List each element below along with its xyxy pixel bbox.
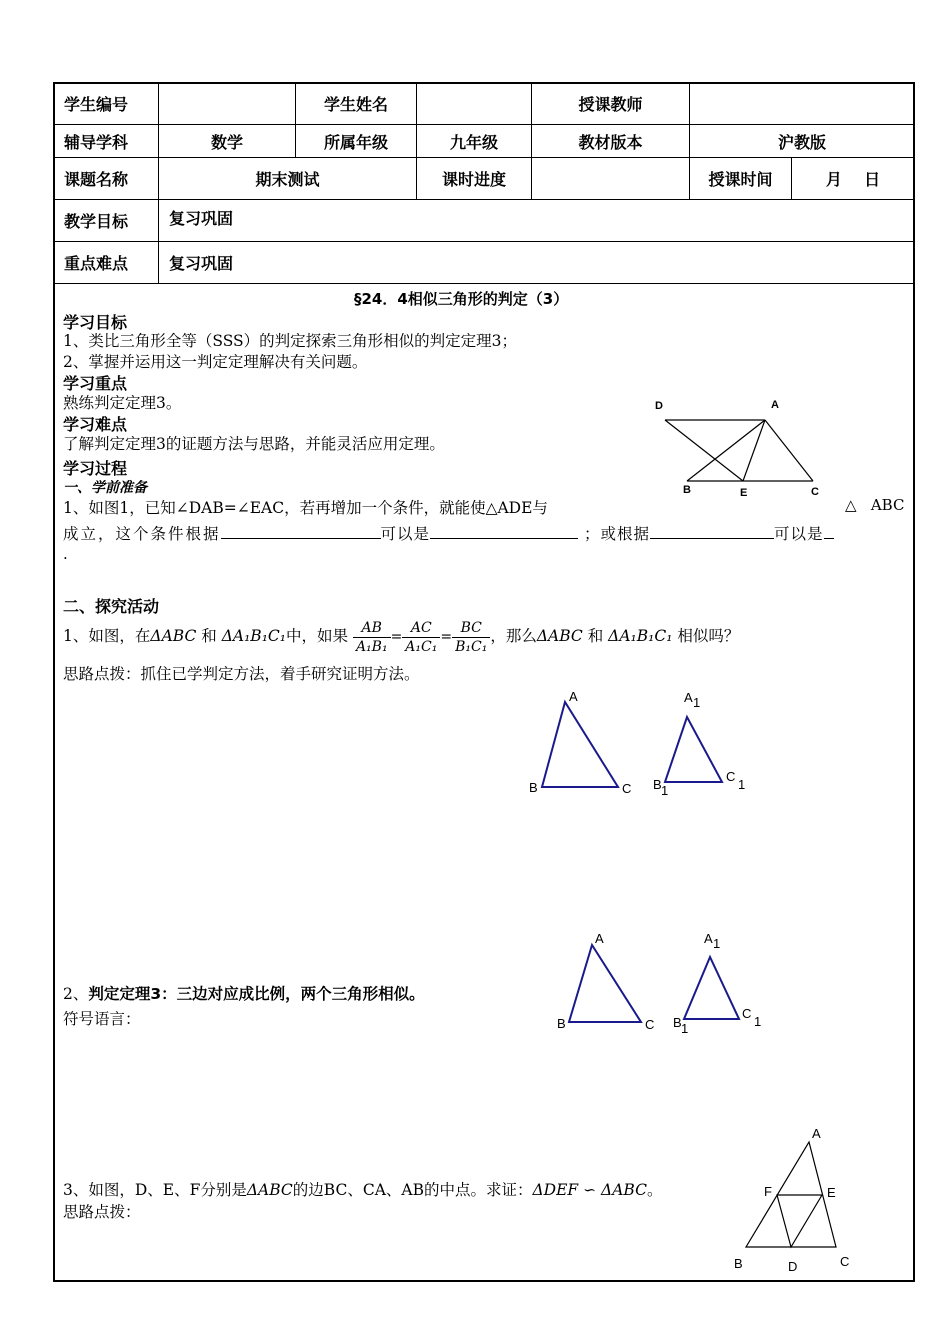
- teacher-value[interactable]: [690, 83, 915, 125]
- explore-q1-tri-a1b1c1: ΔA₁B₁C₁: [221, 627, 286, 645]
- fig3-label-b: B: [734, 1256, 743, 1271]
- prep-q1-text-2: 可以是: [380, 525, 431, 543]
- fig3-label-a: A: [812, 1126, 821, 1141]
- triangle-a1b1c1-2: [684, 957, 739, 1019]
- prep-q1-text-3: ；或根据: [584, 525, 651, 543]
- prep-question-1-line2: [63, 522, 834, 544]
- difficulty-heading: 学习难点: [63, 415, 128, 434]
- fig1-label-a: A: [771, 399, 779, 411]
- progress-value[interactable]: [532, 158, 690, 200]
- theorem-number: 2、: [63, 985, 89, 1003]
- explore-q1-tri-a1b1c1-2: ΔA₁B₁C₁: [608, 627, 673, 645]
- fig1-line-ab: [687, 420, 765, 481]
- triangle-abc: [542, 702, 618, 787]
- tri2-label-c: C: [726, 769, 736, 784]
- goal-heading: 学习目标: [63, 313, 128, 332]
- time-value: 月 日: [792, 158, 915, 200]
- tri1-label-b: B: [529, 780, 538, 795]
- prep-q1-end: .: [63, 545, 68, 563]
- fraction-bc-num: BC: [452, 619, 490, 638]
- topic-label: 课题名称: [54, 158, 159, 200]
- fig1-label-b: B: [683, 484, 691, 496]
- fraction-ac: [402, 619, 440, 656]
- explore-q1-text-mid: 中，如果: [285, 627, 348, 645]
- tri2-label-a-sub: 1: [693, 695, 701, 710]
- time-label: 授课时间: [690, 158, 792, 200]
- fig1-line-de: [665, 420, 743, 481]
- tri1-label-c: C: [622, 781, 632, 796]
- student-name-value[interactable]: [417, 83, 532, 125]
- prep-question-1: 1、如图1，已知∠DAB=∠EAC，若再增加一个条件，就能使△ADE与: [63, 499, 548, 517]
- q3-text-a: 3、如图，D、E、F分别是: [63, 1181, 247, 1199]
- progress-label: 课时进度: [417, 158, 532, 200]
- goal-label: 教学目标: [54, 200, 159, 242]
- edition-label: 教材版本: [532, 125, 690, 158]
- section-title: §24．4相似三角形的判定（3）: [354, 290, 569, 308]
- explore-heading: 二、探究活动: [63, 597, 160, 616]
- figure-1-diagram: [645, 392, 835, 502]
- prep-heading: 一、学前准备: [63, 480, 147, 496]
- triangle-abc-2: [569, 945, 641, 1022]
- tri4-label-b-sub: 1: [681, 1021, 689, 1036]
- goal-item-1: 1、类比三角形全等（SSS）的判定探索三角形相似的判定定理3；: [63, 332, 518, 350]
- lesson-header-table: [53, 82, 915, 284]
- figure-3-midpoint-triangle: [728, 1120, 860, 1278]
- goal-item-2: 2、掌握并运用这一判定定理解决有关问题。: [63, 353, 368, 371]
- tri4-label-b: B: [673, 1015, 682, 1030]
- goal-value: 复习巩固: [159, 200, 915, 242]
- fig3-label-d: D: [788, 1259, 798, 1274]
- fig3-label-f: F: [764, 1184, 772, 1199]
- header-row-1: [54, 83, 915, 125]
- tri3-label-a: A: [595, 931, 604, 946]
- process-heading: 学习过程: [63, 459, 128, 478]
- fig1-label-d: D: [655, 400, 663, 412]
- tri4-label-a-sub: 1: [713, 936, 721, 951]
- fraction-ab-num: AB: [353, 619, 391, 638]
- q3-hint: 思路点拨：: [63, 1203, 141, 1221]
- header-row-3: [54, 158, 915, 200]
- explore-q1-and-2: 和: [587, 627, 604, 645]
- grade-label: 所属年级: [296, 125, 417, 158]
- header-row-5: [54, 242, 915, 284]
- explore-question-1: 1、如图，在ΔABC 和 ΔA₁B₁C₁中，如果 $\frac{AB}{\text{A₁B₁}}$ = $\frac{AC}{\text{A₁C₁}}$ = $\frac{BC}{\text{B₁C₁}}$ ，那么ΔABC 和 ΔA₁B₁C₁ 相似吗？: [63, 619, 740, 655]
- prep-question-1-tri: △ ABC: [845, 496, 905, 514]
- triangle-a1b1c1: [665, 717, 722, 782]
- student-id-value[interactable]: [159, 83, 296, 125]
- fraction-bc-den: B₁C₁: [455, 638, 488, 655]
- tri3-label-c: C: [645, 1017, 655, 1032]
- explore-q1-and: 和: [201, 627, 217, 645]
- topic-value: 期末测试: [159, 158, 417, 200]
- tri3-label-b: B: [557, 1016, 566, 1031]
- key-label: 重点难点: [54, 242, 159, 284]
- triangle-pair-2: [550, 926, 770, 1036]
- q3-end: 。: [646, 1181, 663, 1199]
- fraction-ab-den: A₁B₁: [355, 638, 388, 655]
- answer-blank-4[interactable]: [824, 522, 834, 539]
- q3-text-b: 的边BC、CA、AB的中点。求证：: [292, 1181, 533, 1199]
- key-value: 复习巩固: [159, 242, 915, 284]
- fraction-ac-num: AC: [402, 619, 440, 638]
- tri4-label-c: C: [742, 1006, 752, 1021]
- focus-heading: 学习重点: [63, 374, 128, 393]
- explore-hint: 思路点拨：抓住已学判定方法，着手研究证明方法。: [63, 665, 420, 683]
- q3-similarity: ΔDEF ∽ ΔABC: [532, 1181, 647, 1199]
- explore-q1-tri-abc: ΔABC: [150, 627, 197, 645]
- student-name-label: 学生姓名: [296, 83, 417, 125]
- answer-blank-1[interactable]: [221, 522, 381, 539]
- fig1-label-e: E: [740, 487, 748, 499]
- symbol-language: 符号语言：: [63, 1010, 141, 1028]
- explore-q1-then: ，那么: [490, 627, 537, 645]
- theorem-text: 判定定理3：三边对应成比例，两个三角形相似。: [88, 985, 425, 1003]
- tri4-label-a: A: [704, 931, 713, 946]
- focus-item-1: 熟练判定定理3。: [63, 394, 182, 412]
- answer-blank-2[interactable]: [430, 522, 578, 539]
- fraction-bc: [452, 619, 490, 656]
- fig1-line-ac: [765, 420, 813, 481]
- student-id-label: 学生编号: [54, 83, 159, 125]
- grade-value: 九年级: [417, 125, 532, 158]
- subject-value: 数学: [159, 125, 296, 158]
- answer-blank-3[interactable]: [650, 522, 774, 539]
- tri2-label-c-sub: 1: [738, 777, 746, 792]
- theorem-line: [63, 982, 425, 1004]
- fig3-label-e: E: [827, 1185, 836, 1200]
- fraction-ac-den: A₁C₁: [405, 638, 438, 655]
- tri2-label-b: B: [653, 777, 662, 792]
- header-row-2: [54, 125, 915, 158]
- tri1-label-a: A: [569, 689, 578, 704]
- tri2-label-a: A: [684, 690, 693, 705]
- subject-label: 辅导学科: [54, 125, 159, 158]
- prep-q1-text-4: 可以是: [774, 525, 824, 543]
- tri4-label-c-sub: 1: [754, 1014, 762, 1029]
- q3-tri-abc: ΔABC: [246, 1181, 293, 1199]
- fig1-label-c: C: [811, 486, 819, 498]
- fraction-ab: [353, 619, 391, 656]
- prep-q1-text-1: 成立，这个条件根据: [63, 525, 221, 543]
- question-3: [63, 1178, 662, 1200]
- explore-q1-end: 相似吗？: [677, 627, 740, 645]
- triangle-pair-1: [520, 685, 760, 800]
- teacher-label: 授课教师: [532, 83, 690, 125]
- fig3-inner-triangle-def: [777, 1195, 822, 1247]
- difficulty-item-1: 了解判定定理3的证题方法与思路，并能灵活应用定理。: [63, 435, 445, 453]
- explore-q1-tri-abc-2: ΔABC: [536, 627, 583, 645]
- header-row-4: [54, 200, 915, 242]
- fig3-label-c: C: [840, 1254, 850, 1269]
- edition-value: 沪教版: [690, 125, 915, 158]
- explore-q1-text-a: 1、如图，在: [63, 627, 151, 645]
- tri2-label-b-sub: 1: [661, 783, 669, 798]
